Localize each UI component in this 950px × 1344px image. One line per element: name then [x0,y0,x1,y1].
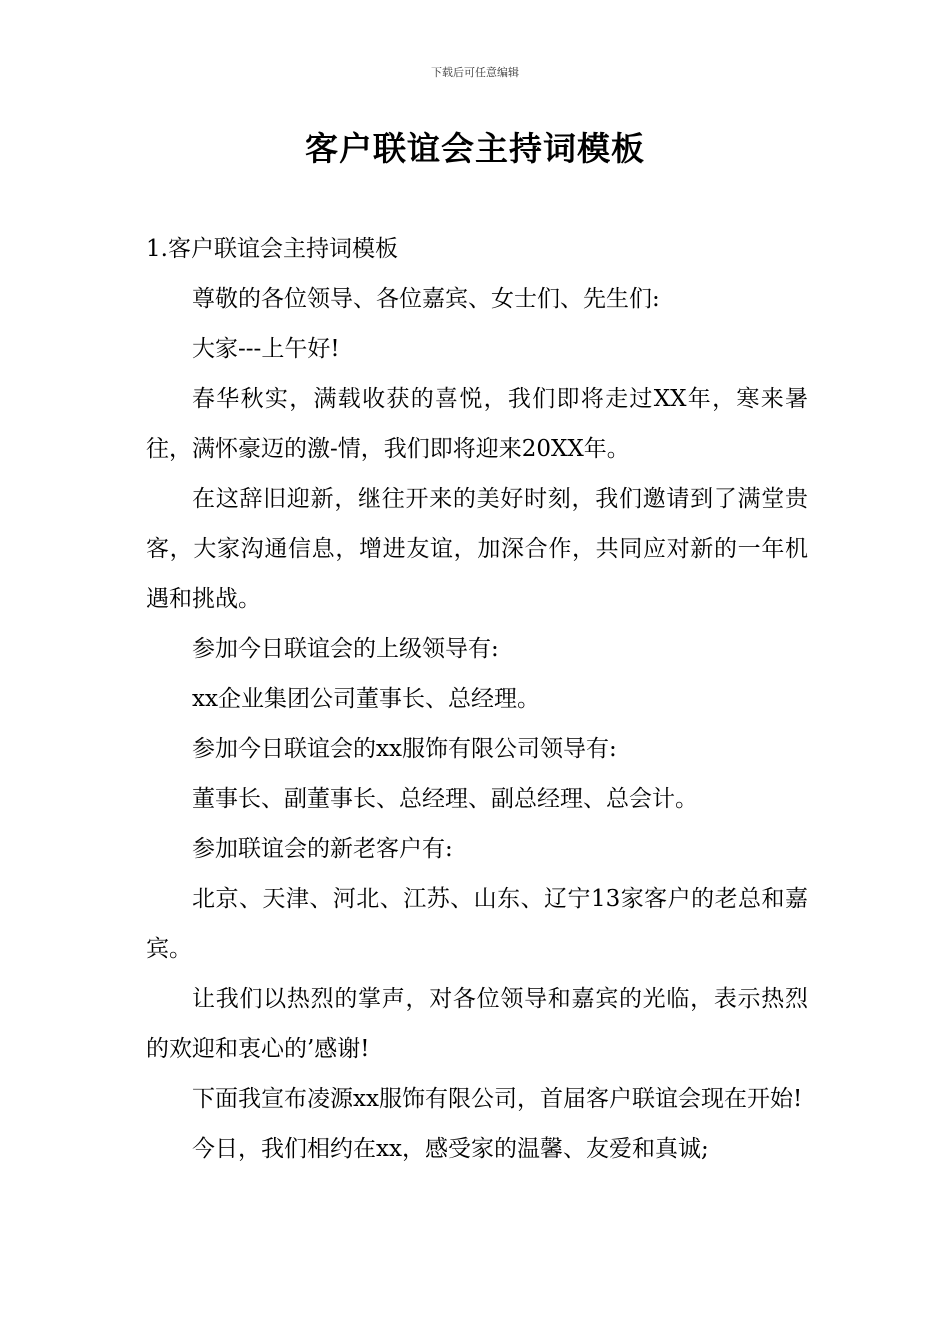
paragraph-4: 春华秋实，满载收获的喜悦，我们即将走过XX年，寒来暑往，满怀豪迈的激-情，我们即将迎来20XX年。 [146,386,808,462]
paragraph-3: 大家---上午好! [192,336,340,362]
paragraph-12: 让我们以热烈的掌声，对各位领导和嘉宾的光临，表示热烈的欢迎和衷心的’感谢! [146,986,808,1062]
paragraph-1: 1.客户联谊会主持词模板 [146,236,398,262]
document-title: 客户联谊会主持词模板 [305,129,645,168]
paragraph-6: 参加今日联谊会的上级领导有: [192,636,499,662]
page-header-note: 下载后可任意编辑 [431,66,519,79]
paragraph-8: 参加今日联谊会的xx服饰有限公司领导有: [192,736,617,762]
paragraph-9: 董事长、副董事长、总经理、副总经理、总会计。 [192,786,698,812]
paragraph-13: 下面我宣布凌源xx服饰有限公司，首届客户联谊会现在开始! [192,1086,803,1112]
paragraph-7: xx企业集团公司董事长、总经理。 [192,686,540,712]
paragraph-11: 北京、天津、河北、江苏、山东、辽宁13家客户的老总和嘉宾。 [146,886,808,962]
document-body [146,224,808,1174]
paragraph-10: 参加联谊会的新老客户有: [192,836,453,862]
paragraph-5: 在这辞旧迎新，继往开来的美好时刻，我们邀请到了满堂贵客，大家沟通信息，增进友谊，加深合作，共同应对新的一年机遇和挑战。 [146,486,808,612]
paragraph-14: 今日，我们相约在xx，感受家的温馨、友爱和真诚; [192,1136,709,1162]
paragraph-2: 尊敬的各位领导、各位嘉宾、女士们、先生们: [192,286,660,312]
